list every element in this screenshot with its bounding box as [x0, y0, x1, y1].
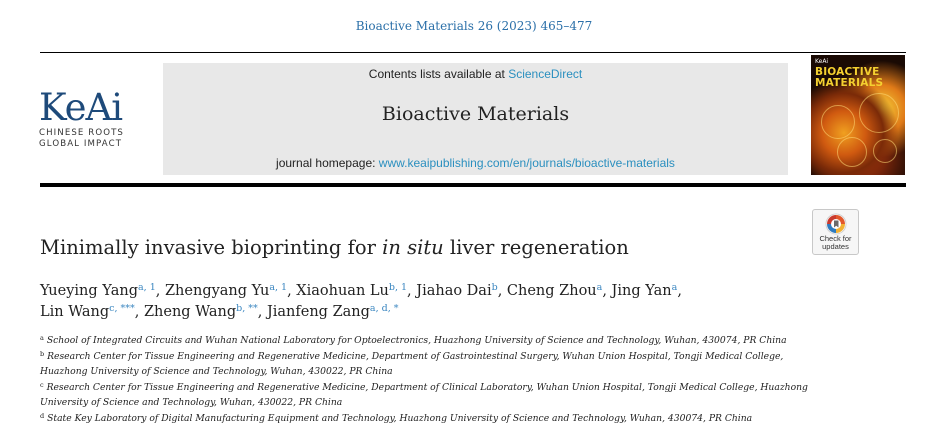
author-separator: ,: [497, 283, 507, 299]
author-name[interactable]: Jing Yan: [611, 283, 672, 299]
journal-banner: [163, 63, 788, 175]
title-part1: Minimally invasive bioprinting for: [40, 236, 383, 259]
author-affiliation-mark[interactable]: a, 1: [138, 282, 156, 293]
check-updates-label-1: Check for: [819, 234, 852, 243]
author-affiliation-mark[interactable]: a, d, *: [369, 303, 399, 314]
author-name[interactable]: Jiahao Dai: [416, 283, 492, 299]
cover-title: [815, 67, 905, 89]
author-name[interactable]: Zhengyang Yu: [164, 283, 270, 299]
affiliation-label: c: [40, 380, 44, 389]
journal-cover-image[interactable]: [811, 55, 905, 175]
author-separator: ,: [257, 304, 267, 320]
title-italic: in situ: [382, 236, 444, 259]
author-affiliation-mark[interactable]: c, ***: [109, 303, 135, 314]
affiliation-text: State Key Laboratory of Digital Manufacturing Equipment and Technology, Huazhong University of Science and Technology, Wuhan, 430074, PR China: [47, 412, 753, 424]
homepage-line: [163, 156, 788, 170]
author-separator: ,: [155, 283, 165, 299]
author-separator: ,: [287, 283, 297, 299]
author-name[interactable]: Xiaohuan Lu: [296, 283, 389, 299]
journal-name: Bioactive Materials: [381, 103, 570, 125]
author-affiliation-mark[interactable]: a: [671, 282, 678, 293]
author-name[interactable]: Cheng Zhou: [506, 283, 597, 299]
article-title: [40, 236, 629, 259]
cover-cell-shape: [837, 137, 867, 167]
author-affiliation-mark[interactable]: a: [596, 282, 603, 293]
affiliation-item: [40, 380, 820, 411]
author-separator: ,: [677, 283, 682, 299]
author-name[interactable]: Jianfeng Zang: [266, 304, 370, 320]
cover-cell-shape: [821, 105, 855, 139]
author-name[interactable]: Yueying Yang: [40, 283, 139, 299]
logo-tagline-2: GLOBAL IMPACT: [39, 139, 123, 149]
title-part2: liver regeneration: [443, 236, 629, 259]
cover-title-line2: MATERIALS: [815, 77, 884, 89]
cover-cell-shape: [859, 93, 899, 133]
logo-wordmark: KeAi: [39, 86, 123, 129]
affiliation-item: [40, 333, 820, 349]
affiliation-list: [40, 333, 820, 426]
header-thick-rule: [40, 183, 906, 187]
journal-homepage-link[interactable]: www.keaipublishing.com/en/journals/bioactive-materials: [378, 156, 675, 170]
contents-prefix: Contents lists available at: [368, 67, 509, 81]
cover-cell-shape: [873, 139, 897, 163]
cover-title-line1: BIOACTIVE: [815, 66, 880, 78]
keai-logo[interactable]: [39, 88, 149, 150]
author-list: [40, 281, 820, 323]
affiliation-item: [40, 411, 820, 427]
check-updates-icon: [825, 213, 847, 235]
affiliation-item: [40, 349, 820, 380]
author-affiliation-mark[interactable]: b, **: [236, 303, 258, 314]
check-for-updates-button[interactable]: [812, 209, 859, 255]
affiliation-text: School of Integrated Circuits and Wuhan National Laboratory for Optoelectronics, Huazhong University of Science and Technology, Wuhan, 430074, PR China: [46, 335, 787, 346]
author-name[interactable]: Lin Wang: [40, 304, 110, 320]
homepage-prefix: journal homepage:: [276, 156, 379, 170]
affiliation-text: Research Center for Tissue Engineering and Regenerative Medicine, Department of Gastrointestinal Surgery, Wuhan Union Hospital, Tongji Medical College, Huazhong University of Science and Technology, Wuhan, 430022, PR China: [40, 350, 784, 377]
affiliation-text: Research Center for Tissue Engineering and Regenerative Medicine, Department of Clinical Laboratory, Wuhan Union Hospital, Tongji Medical College, Huazhong University of Science and Technology, Wuhan, 430022, PR China: [40, 381, 808, 408]
affiliation-label: a: [40, 334, 44, 342]
affiliation-label: b: [40, 349, 45, 358]
logo-tagline-1: CHINESE ROOTS: [39, 128, 124, 138]
journal-citation[interactable]: Bioactive Materials 26 (2023) 465–477: [355, 19, 593, 33]
author-separator: ,: [602, 283, 612, 299]
sciencedirect-link[interactable]: ScienceDirect: [508, 67, 583, 81]
author-affiliation-mark[interactable]: b, 1: [388, 282, 408, 293]
cover-brand: KeAi: [815, 58, 829, 65]
top-divider: [40, 52, 906, 53]
author-separator: ,: [134, 304, 144, 320]
author-affiliation-mark[interactable]: b: [491, 282, 498, 293]
affiliation-label: d: [40, 411, 45, 420]
check-updates-label-2: updates: [822, 242, 849, 251]
author-separator: ,: [407, 283, 417, 299]
contents-line: [163, 67, 788, 81]
author-affiliation-mark[interactable]: a, 1: [269, 282, 288, 293]
author-name[interactable]: Zheng Wang: [143, 304, 237, 320]
